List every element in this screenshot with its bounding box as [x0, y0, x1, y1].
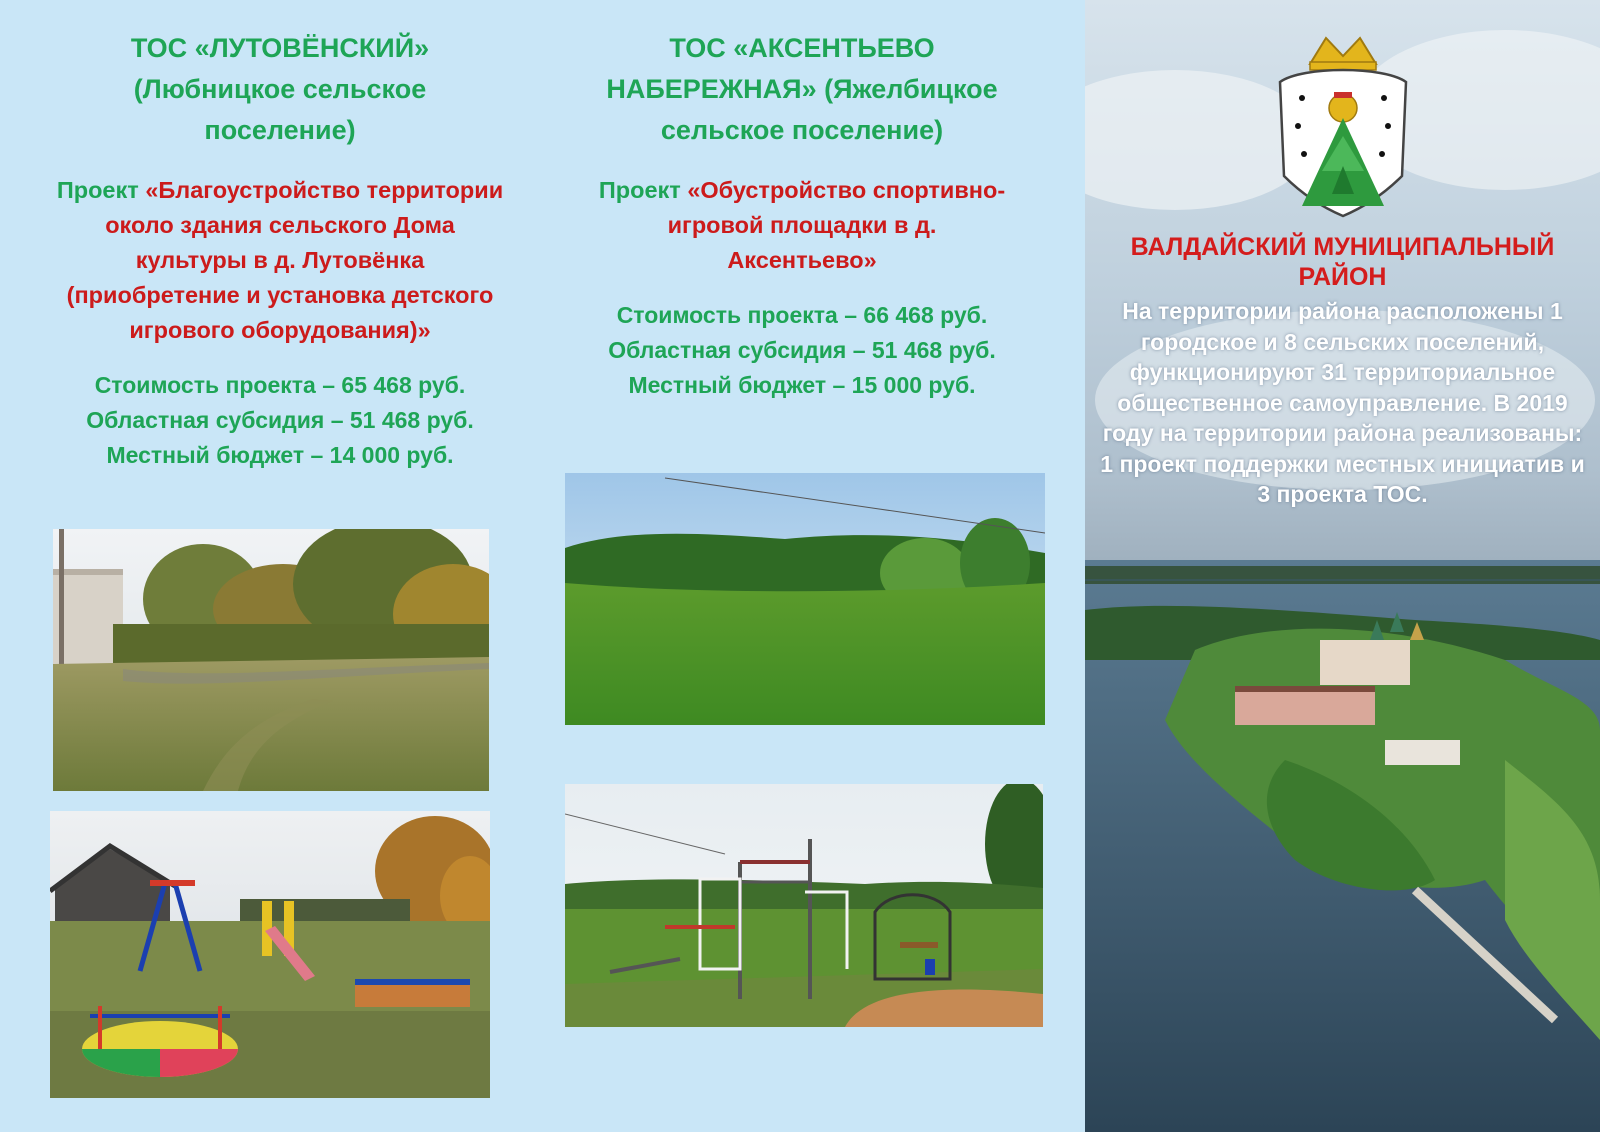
- photo-lutovenka-playground: [50, 811, 490, 1098]
- project-name: «Обустройство спортивно-игровой площадки в д. Аксентьево»: [667, 177, 1006, 273]
- tos-lutovensky-project: [48, 173, 512, 348]
- project-cost: Стоимость проекта – 66 468 руб.: [616, 302, 988, 328]
- district-panel: [1085, 0, 1600, 1132]
- district-description: На территории района расположены 1 городское и 8 сельских поселений, функционируют 31 территориальное общественное самоуправление. В 2019 году на территории района реализованы: 1 проект поддержки местных инициатив и 3 проекта ТОС.: [1100, 298, 1585, 507]
- project-name: «Благоустройство территории около здания сельского Дома культуры в д. Лутовёнка (приобретение и установка детского игрового оборудования)»: [66, 177, 504, 343]
- tos-lutovensky-column: [48, 0, 512, 473]
- tos-lutovensky-costs: [48, 368, 512, 473]
- photo-lutovenka-before: [53, 529, 489, 791]
- project-label: Проект: [598, 177, 688, 203]
- photo-aksentyevo-sports-ground: [565, 784, 1043, 1027]
- coat-of-arms-icon: [1272, 26, 1414, 222]
- regional-subsidy: Областная субсидия – 51 468 руб.: [86, 407, 474, 433]
- photo-aksentyevo-meadow: [565, 473, 1045, 725]
- tos-lutovensky-title: ТОС «ЛУТОВЁНСКИЙ» (Любницкое сельское поселение): [130, 33, 430, 145]
- tos-aksentyevo-title: ТОС «АКСЕНТЬЕВО НАБЕРЕЖНАЯ» (Яжелбицкое сельское поселение): [606, 33, 998, 145]
- tos-aksentyevo-costs: [565, 298, 1039, 403]
- district-title: ВАЛДАЙСКИЙ МУНИЦИПАЛЬНЫЙ РАЙОН: [1130, 233, 1555, 291]
- local-budget: Местный бюджет – 15 000 руб.: [628, 372, 976, 398]
- tos-aksentyevo-column: [565, 0, 1039, 403]
- project-label: Проект: [56, 177, 146, 203]
- project-cost: Стоимость проекта – 65 468 руб.: [94, 372, 466, 398]
- local-budget: Местный бюджет – 14 000 руб.: [106, 442, 454, 468]
- regional-subsidy: Областная субсидия – 51 468 руб.: [608, 337, 996, 363]
- tos-aksentyevo-project: [565, 173, 1039, 278]
